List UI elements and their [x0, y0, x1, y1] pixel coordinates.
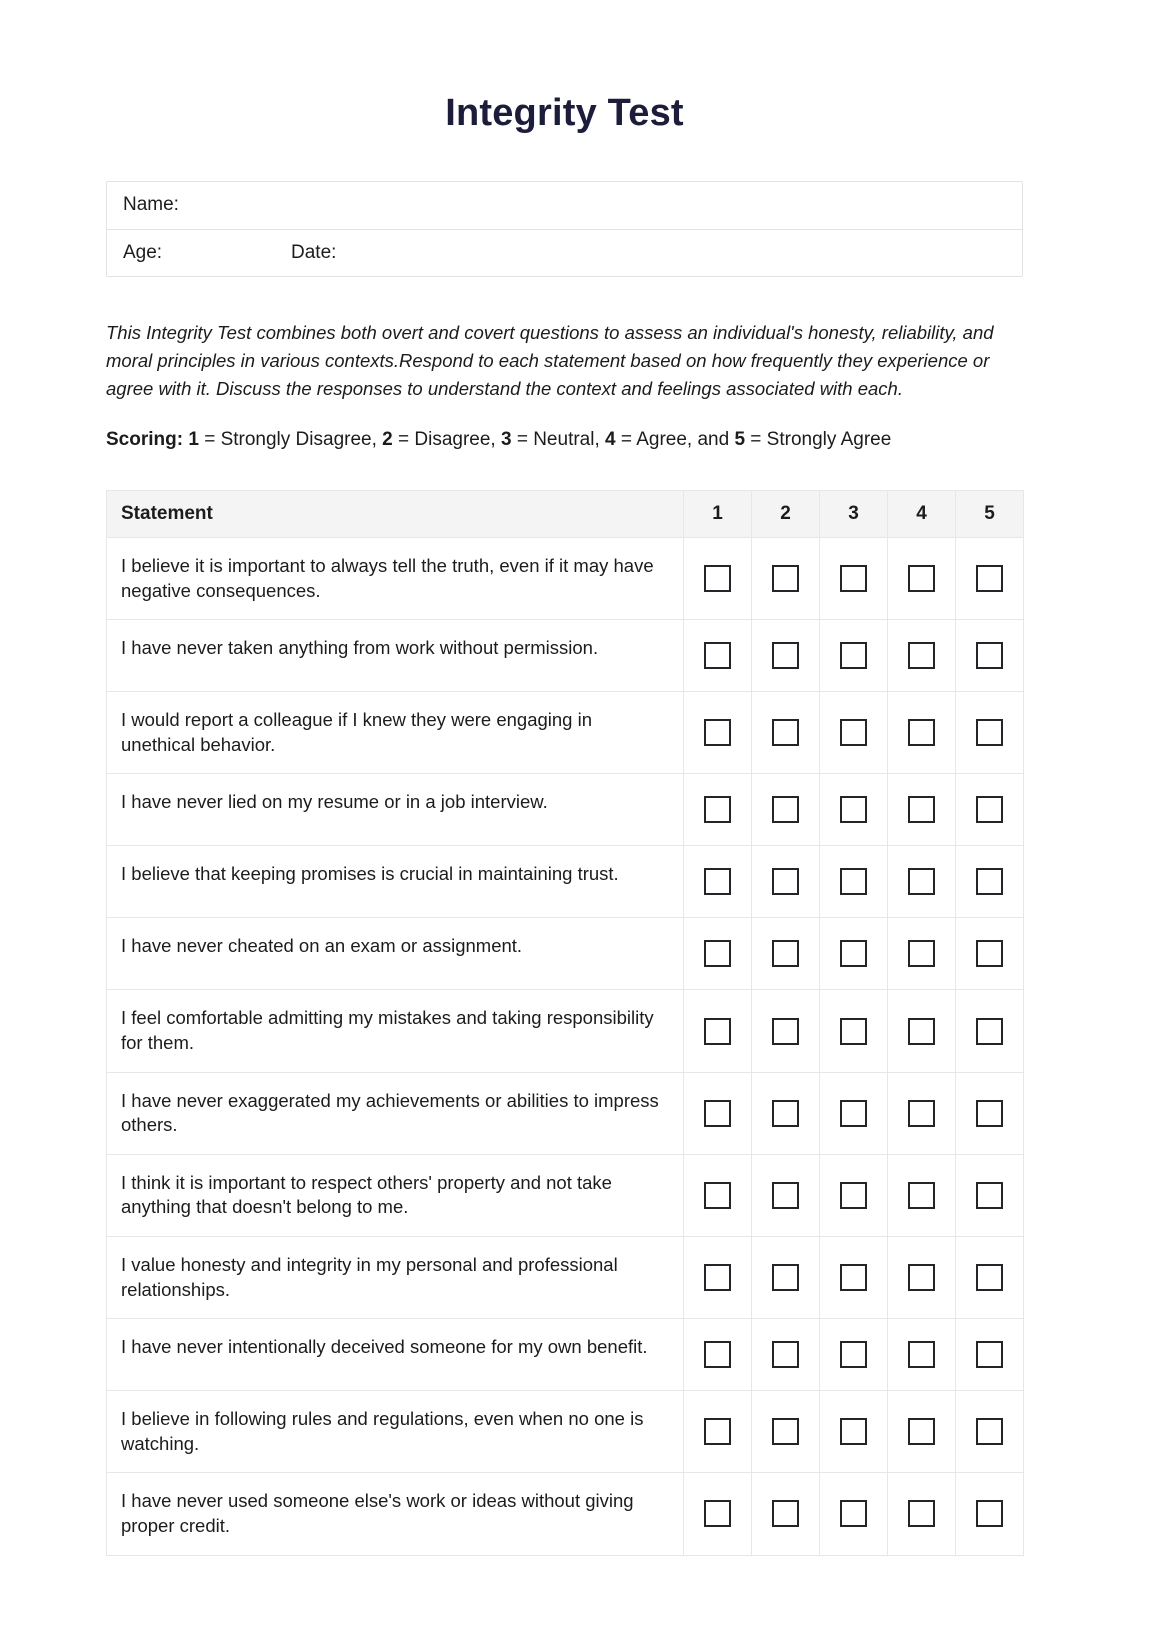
checkbox-2[interactable] [772, 642, 799, 669]
checkbox-2[interactable] [772, 1418, 799, 1445]
checkbox-2[interactable] [772, 1182, 799, 1209]
checkbox-5[interactable] [976, 1018, 1003, 1045]
header-scale-2: 2 [752, 491, 820, 538]
table-row [107, 1154, 1024, 1236]
checkbox-1[interactable] [704, 1418, 731, 1445]
response-cell-5[interactable] [956, 1319, 1024, 1391]
checkbox-3[interactable] [840, 1100, 867, 1127]
response-cell-2[interactable] [752, 918, 820, 990]
response-cell-3[interactable] [820, 990, 888, 1072]
response-cell-2[interactable] [752, 1473, 820, 1555]
checkbox-5[interactable] [976, 565, 1003, 592]
checkbox-4[interactable] [908, 1341, 935, 1368]
checkbox-2[interactable] [772, 719, 799, 746]
scoring-meaning-2: = Disagree, [392, 428, 501, 450]
response-cell-2[interactable] [752, 620, 820, 692]
age-date-row [107, 229, 1022, 276]
scoring-value-2: 2 [382, 428, 393, 450]
checkbox-3[interactable] [840, 565, 867, 592]
response-cell-3[interactable] [820, 692, 888, 774]
response-cell-5[interactable] [956, 538, 1024, 620]
statement-text: I value honesty and integrity in my personal and professional relationships. [107, 1237, 684, 1319]
checkbox-5[interactable] [976, 1500, 1003, 1527]
table-row [107, 620, 1024, 692]
header-scale-3: 3 [820, 491, 888, 538]
response-cell-3[interactable] [820, 1319, 888, 1391]
checkbox-4[interactable] [908, 565, 935, 592]
table-head [107, 491, 1024, 538]
checkbox-5[interactable] [976, 1264, 1003, 1291]
table-row [107, 1319, 1024, 1391]
response-cell-1[interactable] [684, 538, 752, 620]
checkbox-3[interactable] [840, 1341, 867, 1368]
checkbox-3[interactable] [840, 796, 867, 823]
checkbox-2[interactable] [772, 1341, 799, 1368]
date-label: Date: [291, 241, 337, 263]
response-cell-1[interactable] [684, 692, 752, 774]
scoring-legend [106, 426, 1023, 455]
response-cell-2[interactable] [752, 1072, 820, 1154]
statement-text: I believe in following rules and regulations, even when no one is watching. [107, 1391, 684, 1473]
response-cell-3[interactable] [820, 918, 888, 990]
checkbox-2[interactable] [772, 940, 799, 967]
response-cell-4[interactable] [888, 1319, 956, 1391]
response-cell-3[interactable] [820, 1473, 888, 1555]
page-title: Integrity Test [445, 92, 684, 134]
response-cell-2[interactable] [752, 774, 820, 846]
checkbox-4[interactable] [908, 1182, 935, 1209]
statement-text: I have never intentionally deceived someone for my own benefit. [107, 1319, 684, 1391]
response-cell-2[interactable] [752, 692, 820, 774]
response-cell-4[interactable] [888, 1072, 956, 1154]
checkbox-5[interactable] [976, 1418, 1003, 1445]
response-cell-3[interactable] [820, 538, 888, 620]
response-cell-5[interactable] [956, 846, 1024, 918]
checkbox-4[interactable] [908, 719, 935, 746]
response-cell-4[interactable] [888, 774, 956, 846]
checkbox-3[interactable] [840, 1500, 867, 1527]
checkbox-4[interactable] [908, 1264, 935, 1291]
age-label: Age: [123, 241, 163, 263]
table-row [107, 1072, 1024, 1154]
checkbox-5[interactable] [976, 868, 1003, 895]
checkbox-3[interactable] [840, 1418, 867, 1445]
checkbox-1[interactable] [704, 1182, 731, 1209]
checkbox-1[interactable] [704, 1100, 731, 1127]
response-cell-4[interactable] [888, 620, 956, 692]
checkbox-5[interactable] [976, 1100, 1003, 1127]
scoring-value-4: 4 [605, 428, 616, 450]
checkbox-1[interactable] [704, 940, 731, 967]
response-cell-3[interactable] [820, 1072, 888, 1154]
response-cell-4[interactable] [888, 990, 956, 1072]
checkbox-3[interactable] [840, 1182, 867, 1209]
response-cell-1[interactable] [684, 846, 752, 918]
statement-text: I feel comfortable admitting my mistakes and taking responsibility for them. [107, 990, 684, 1072]
response-cell-4[interactable] [888, 1391, 956, 1473]
checkbox-5[interactable] [976, 642, 1003, 669]
response-cell-3[interactable] [820, 774, 888, 846]
checkbox-1[interactable] [704, 868, 731, 895]
response-cell-5[interactable] [956, 1072, 1024, 1154]
checkbox-2[interactable] [772, 1264, 799, 1291]
scoring-value-5: 5 [734, 428, 746, 450]
response-cell-5[interactable] [956, 1391, 1024, 1473]
statement-text: I would report a colleague if I knew they were engaging in unethical behavior. [107, 692, 684, 774]
response-cell-2[interactable] [752, 1319, 820, 1391]
statement-text: I have never exaggerated my achievements or abilities to impress others. [107, 1072, 684, 1154]
response-cell-5[interactable] [956, 1154, 1024, 1236]
response-cell-5[interactable] [956, 1237, 1024, 1319]
checkbox-1[interactable] [704, 1341, 731, 1368]
name-label: Name: [123, 194, 179, 216]
checkbox-5[interactable] [976, 796, 1003, 823]
table-row [107, 990, 1024, 1072]
name-row [107, 182, 1022, 229]
response-cell-3[interactable] [820, 846, 888, 918]
response-cell-4[interactable] [888, 1154, 956, 1236]
checkbox-4[interactable] [908, 796, 935, 823]
response-cell-4[interactable] [888, 846, 956, 918]
scoring-label: Scoring: [106, 428, 184, 450]
statement-text: I have never cheated on an exam or assignment. [107, 918, 684, 990]
checkbox-4[interactable] [908, 1100, 935, 1127]
checkbox-2[interactable] [772, 796, 799, 823]
checkbox-5[interactable] [976, 1182, 1003, 1209]
checkbox-1[interactable] [704, 719, 731, 746]
response-cell-4[interactable] [888, 692, 956, 774]
checkbox-3[interactable] [840, 940, 867, 967]
header-scale-4: 4 [888, 491, 956, 538]
response-cell-1[interactable] [684, 774, 752, 846]
table-body [107, 538, 1024, 1556]
response-cell-1[interactable] [684, 620, 752, 692]
response-cell-5[interactable] [956, 620, 1024, 692]
checkbox-2[interactable] [772, 1500, 799, 1527]
response-cell-5[interactable] [956, 692, 1024, 774]
response-cell-1[interactable] [684, 1391, 752, 1473]
table-row [107, 1473, 1024, 1555]
checkbox-2[interactable] [772, 1100, 799, 1127]
scoring-value-1: 1 [188, 428, 199, 450]
checkbox-1[interactable] [704, 565, 731, 592]
intro-paragraph: This Integrity Test combines both overt and covert questions to assess an individual's honesty, reliability, and moral principles in various contexts.Respond to each statement based on how frequently they experience or agree with it. Discuss the responses to understand the context and feelings associated with each. [106, 321, 994, 400]
checkbox-2[interactable] [772, 565, 799, 592]
response-cell-2[interactable] [752, 846, 820, 918]
checkbox-1[interactable] [704, 1264, 731, 1291]
response-cell-5[interactable] [956, 990, 1024, 1072]
table-row [107, 1391, 1024, 1473]
statement-text: I believe that keeping promises is crucial in maintaining trust. [107, 846, 684, 918]
response-cell-5[interactable] [956, 1473, 1024, 1555]
response-cell-3[interactable] [820, 620, 888, 692]
table-row [107, 538, 1024, 620]
checkbox-1[interactable] [704, 642, 731, 669]
scoring-value-3: 3 [500, 428, 512, 450]
header-scale-1: 1 [684, 491, 752, 538]
scoring-meaning-1: = Strongly Disagree, [198, 428, 383, 450]
response-cell-2[interactable] [752, 1391, 820, 1473]
response-cell-3[interactable] [820, 1154, 888, 1236]
checkbox-2[interactable] [772, 1018, 799, 1045]
response-cell-1[interactable] [684, 1473, 752, 1555]
checkbox-4[interactable] [908, 1500, 935, 1527]
response-cell-4[interactable] [888, 538, 956, 620]
scoring-meaning-4: = Agree, and [615, 428, 735, 450]
checkbox-1[interactable] [704, 796, 731, 823]
response-cell-2[interactable] [752, 1154, 820, 1236]
response-cell-4[interactable] [888, 918, 956, 990]
response-cell-4[interactable] [888, 1473, 956, 1555]
response-cell-2[interactable] [752, 1237, 820, 1319]
checkbox-4[interactable] [908, 1418, 935, 1445]
checkbox-5[interactable] [976, 719, 1003, 746]
checkbox-1[interactable] [704, 1018, 731, 1045]
statement-text: I think it is important to respect others' property and not take anything that doesn't belong to me. [107, 1154, 684, 1236]
response-cell-4[interactable] [888, 1237, 956, 1319]
response-cell-1[interactable] [684, 1154, 752, 1236]
checkbox-3[interactable] [840, 868, 867, 895]
checkbox-3[interactable] [840, 642, 867, 669]
response-cell-5[interactable] [956, 774, 1024, 846]
response-cell-2[interactable] [752, 990, 820, 1072]
header-statement: Statement [107, 491, 684, 538]
scoring-items [188, 429, 891, 450]
checkbox-4[interactable] [908, 868, 935, 895]
checkbox-3[interactable] [840, 719, 867, 746]
checkbox-5[interactable] [976, 940, 1003, 967]
page-content [106, 0, 1023, 1556]
checkbox-5[interactable] [976, 1341, 1003, 1368]
table-row [107, 774, 1024, 846]
table-row [107, 846, 1024, 918]
response-cell-1[interactable] [684, 1072, 752, 1154]
response-cell-3[interactable] [820, 1391, 888, 1473]
scoring-meaning-3: = Neutral, [511, 428, 606, 450]
checkbox-4[interactable] [908, 1018, 935, 1045]
statement-text: I have never taken anything from work without permission. [107, 620, 684, 692]
response-cell-5[interactable] [956, 918, 1024, 990]
response-cell-2[interactable] [752, 538, 820, 620]
response-cell-3[interactable] [820, 1237, 888, 1319]
table-header-row [107, 491, 1024, 538]
response-cell-1[interactable] [684, 1237, 752, 1319]
checkbox-4[interactable] [908, 642, 935, 669]
checkbox-1[interactable] [704, 1500, 731, 1527]
checkbox-3[interactable] [840, 1018, 867, 1045]
table-row [107, 692, 1024, 774]
scoring-meaning-5: = Strongly Agree [745, 428, 892, 450]
header-scale-5: 5 [956, 491, 1024, 538]
checkbox-2[interactable] [772, 868, 799, 895]
response-cell-1[interactable] [684, 1319, 752, 1391]
identity-box [106, 181, 1023, 277]
response-cell-1[interactable] [684, 990, 752, 1072]
table-row [107, 918, 1024, 990]
statements-table [106, 490, 1024, 1556]
statement-text: I have never used someone else's work or ideas without giving proper credit. [107, 1473, 684, 1555]
checkbox-4[interactable] [908, 940, 935, 967]
statement-text: I believe it is important to always tell the truth, even if it may have negative consequences. [107, 538, 684, 620]
statement-text: I have never lied on my resume or in a job interview. [107, 774, 684, 846]
checkbox-3[interactable] [840, 1264, 867, 1291]
response-cell-1[interactable] [684, 918, 752, 990]
table-row [107, 1237, 1024, 1319]
